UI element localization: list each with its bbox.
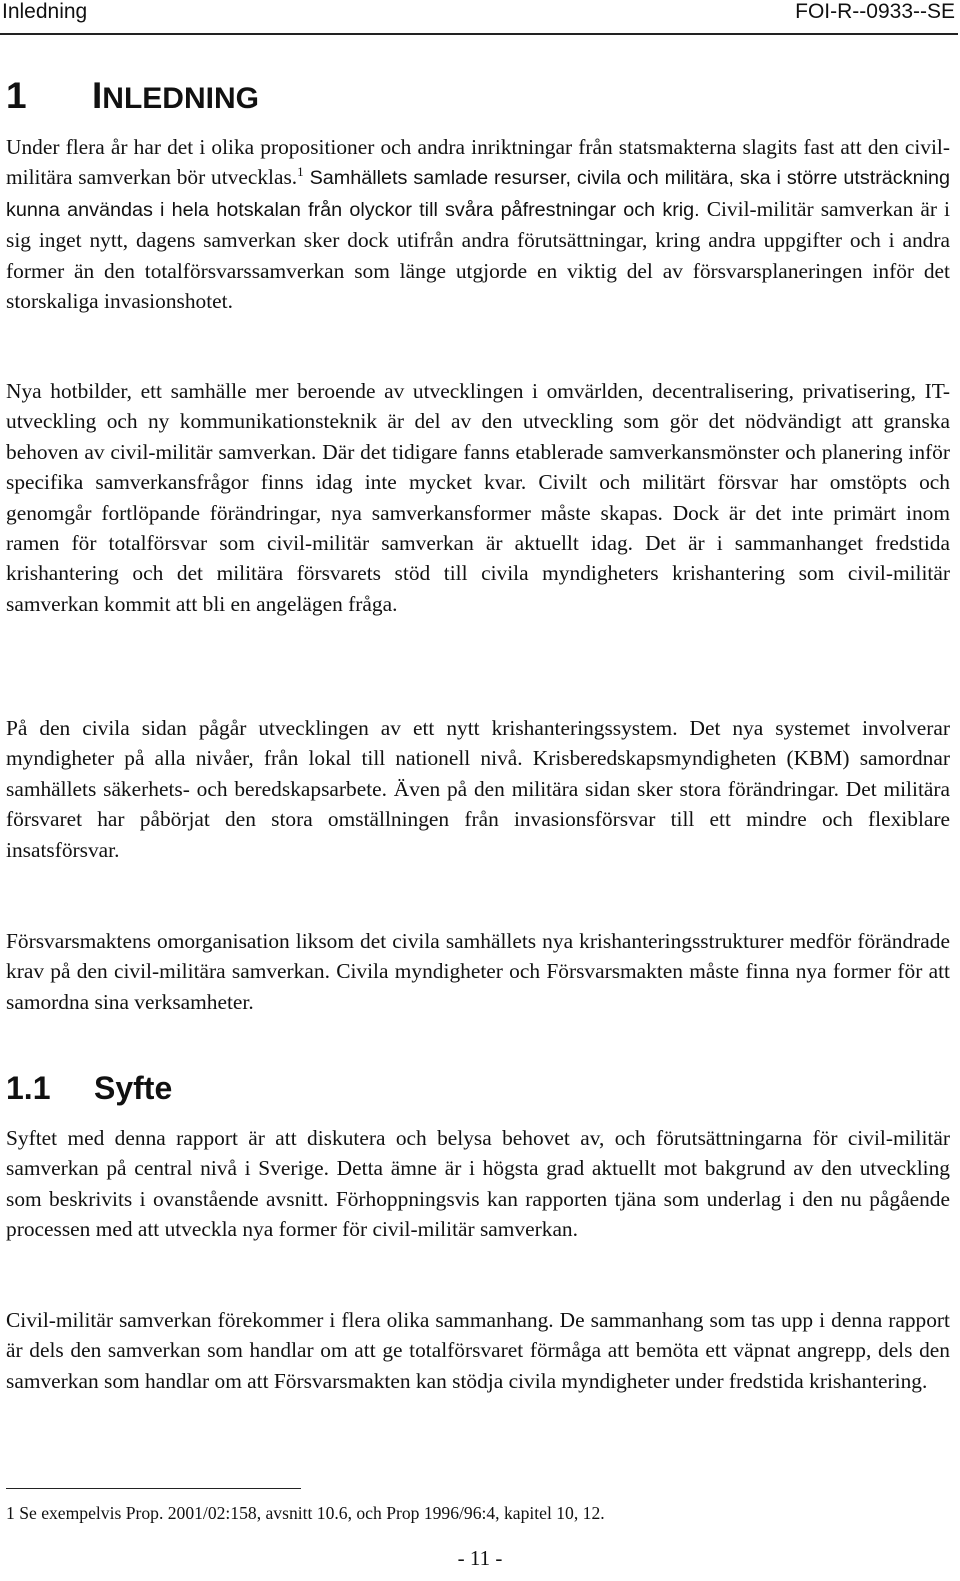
intro-text-before-note: Under flera år har det i olika propositioner och andra inriktningar från statsmakterna slagits fast att den civil-militära samverkan bör utvecklas. xyxy=(6,135,950,190)
footnote-rule xyxy=(6,1488,301,1489)
header-section-title: Inledning xyxy=(2,0,88,23)
chapter-number: 1 xyxy=(6,75,27,116)
body-paragraph: Civil-militär samverkan förekommer i flera olika sammanhang. De sammanhang som tas upp i denna rapport är dels den samverkan som handlar om att ge totalförsvaret förmåga att bemöta ett väpnat angrepp, dels den samverkan som handlar om att Försvarsmakten kan stödja civila myndigheter under fredstida krishantering. xyxy=(6,1308,950,1393)
body-paragraph: Försvarsmaktens omorganisation liksom det civila samhällets nya krishanteringsstrukturer medför förändrade krav på den civil-militära samverkan. Civila myndigheter och Försvarsmakten måste finna nya former för att samordna sina verksamheter. xyxy=(6,929,950,1014)
intro-text-after: Civil-militär samverkan är i sig inget nytt, dagens samverkan sker dock utifrån andra förutsättningar, kring andra uppgifter och i andra former än den totalförsvarssamverkan som länge utgjorde en viktig del av försvarsplaneringen inför det storskaliga invasionshotet. xyxy=(6,196,950,314)
page-number: - 11 - xyxy=(457,1546,503,1570)
header-report-id: FOI-R--0933--SE xyxy=(795,0,955,23)
intro-sans-text: Samhällets samlade resurser, civila och militära, ska i större utsträckning kunna användas i hela hotskalan från olyckor till svåra påfrestningar och krig. xyxy=(6,167,950,221)
footnote-reference: 1 xyxy=(297,164,304,180)
section-heading xyxy=(6,1068,172,1108)
intro-paragraph xyxy=(6,132,950,316)
section-title: Syfte xyxy=(94,1070,173,1106)
running-header xyxy=(0,0,958,24)
section-number: 1.1 xyxy=(6,1070,51,1106)
body-paragraph: På den civila sidan pågår utvecklingen av ett nytt krishanteringssystem. Det nya systemet involverar myndigheter på alla nivåer, från lokal till nationell nivå. Krisberedskapsmyndigheten (KBM) samordnar samhällets säkerhets- och beredskapsarbete. Även på den militära sidan sker stora förändringar. Det militära försvaret har påbörjat den stora omställningen från invasionsförsvar till ett mindre och flexiblare insatsförsvar. xyxy=(6,716,950,862)
body-paragraph: Nya hotbilder, ett samhälle mer beroende av utvecklingen i omvärlden, decentralisering, privatisering, IT-utveckling och ny kommunikationsteknik är del av den utveckling som gör det nödvändigt att granska behoven av civil-militär samverkan. Där det tidigare fanns etablerade samverkansmönster och planering inför specifika samverkansfrågor finns idag inte mycket kvar. Civilt och militärt försvar har omstöpts och genomgår fortlöpande förändringar, nya samverkansformer måste skapas. Dock är det inte primärt inom ramen för totalförsvar som civil-militär samverkan är aktuellt idag. Det är i sammanhanget fredstida krishantering och det militära försvarets stöd till civila myndigheters krishantering som civil-militär samverkan kommit att bli en angelägen fråga. xyxy=(6,379,950,616)
body-paragraph: Syftet med denna rapport är att diskutera och belysa behovet av, och förutsättningarna för civil-militär samverkan på central nivå i Sverige. Detta ämne är i högsta grad aktuellt mot bakgrund av den utveckling som beskrivits i ovanstående avsnitt. Förhoppningsvis kan rapporten tjäna som underlag i den nu pågående processen med att utveckla nya former för civil-militär samverkan. xyxy=(6,1126,950,1242)
chapter-heading xyxy=(6,74,259,121)
footnote: 1 Se exempelvis Prop. 2001/02:158, avsnitt 10.6, och Prop 1996/96:4, kapitel 10, 12. xyxy=(6,1503,605,1523)
header-rule xyxy=(0,33,958,35)
chapter-title-rest: NLEDNING xyxy=(102,82,259,115)
chapter-title-initial: I xyxy=(92,75,103,116)
